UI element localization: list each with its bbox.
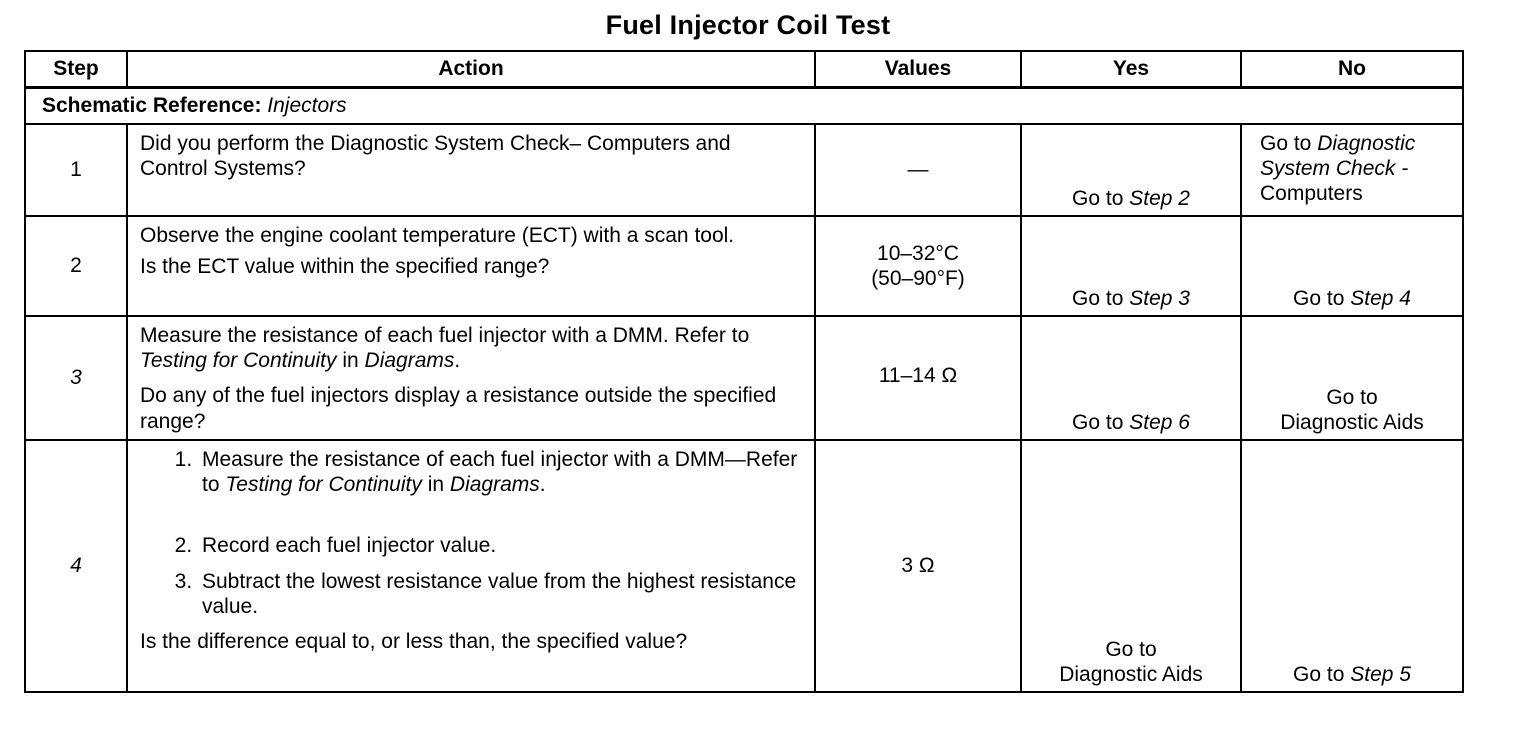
action-ref-diagrams: Diagrams	[364, 349, 455, 373]
table-row	[26, 441, 1462, 691]
action-ref-testing: Testing for Continuity	[140, 349, 337, 373]
action-cell	[128, 217, 816, 317]
action-cell	[128, 441, 816, 691]
no-ref: Step 5	[1350, 662, 1411, 686]
yes-cell	[1022, 125, 1242, 217]
table-row	[26, 125, 1462, 217]
no-suffix: Computers	[1260, 182, 1363, 206]
value-cell: 3 Ω	[816, 441, 1022, 691]
step-number: 2	[26, 217, 128, 317]
yes-ref: Step 6	[1129, 410, 1190, 434]
yes-line1: Go to	[1105, 637, 1157, 661]
substep-text: Measure the resistance of each fuel injector with a DMM—Refer to	[202, 448, 798, 497]
yes-ref: Step 3	[1129, 286, 1190, 310]
yes-cell	[1022, 441, 1242, 691]
no-prefix: Go to	[1293, 286, 1345, 310]
header-row	[26, 52, 1462, 89]
substep-text: in	[427, 473, 445, 497]
yes-line2: Diagnostic Aids	[1059, 662, 1203, 686]
table-row	[26, 217, 1462, 317]
step-number	[26, 317, 128, 441]
no-line1: Go to	[1326, 385, 1378, 409]
substep-ref-diagrams: Diagrams	[449, 473, 540, 497]
schematic-row	[26, 89, 1462, 125]
step-number-text: 4	[70, 554, 82, 578]
no-ref: Step 4	[1350, 286, 1411, 310]
action-cell	[128, 125, 816, 217]
action-text-a: Measure the resistance of each fuel injector with a DMM. Refer to	[140, 324, 750, 347]
action-text-c: in	[342, 349, 359, 373]
value-cell	[816, 217, 1022, 317]
no-prefix: Go to	[1260, 132, 1312, 155]
header-yes: Yes	[1022, 52, 1242, 89]
action-question: Is the ECT value within the specified range?	[140, 255, 550, 279]
no-cell	[1242, 317, 1462, 441]
action-cell	[128, 317, 816, 441]
value-celsius: 10–32°C	[877, 241, 959, 265]
header-values: Values	[816, 52, 1022, 89]
schematic-label: Schematic Reference:	[42, 94, 262, 118]
value-fahrenheit: (50–90°F)	[871, 267, 965, 290]
action-question: Is the difference equal to, or less than, the specified value?	[140, 629, 688, 653]
yes-cell	[1022, 317, 1242, 441]
step-number: 1	[26, 125, 128, 217]
yes-prefix: Go to	[1072, 410, 1124, 434]
value-cell: 11–14 Ω	[816, 317, 1022, 441]
diagnostic-table	[24, 50, 1464, 693]
action-text: Observe the engine coolant temperature (ECT) with a scan tool.	[140, 224, 735, 247]
substep-item: 3. Subtract the lowest resistance value from the highest resistance value.	[198, 569, 802, 619]
no-cell	[1242, 217, 1462, 317]
header-step: Step	[26, 52, 128, 89]
action-text-e: .	[454, 349, 461, 373]
schematic-value: Injectors	[267, 94, 347, 118]
no-cell	[1242, 441, 1462, 691]
header-action: Action	[128, 52, 816, 89]
yes-cell	[1022, 217, 1242, 317]
yes-prefix: Go to	[1072, 186, 1124, 210]
substep-item: 2. Record each fuel injector value.	[198, 533, 802, 558]
action-question: Do any of the fuel injectors display a resistance outside the specified range?	[140, 384, 777, 433]
no-ref: Diagnostic System Check -	[1260, 132, 1416, 181]
page-title: Fuel Injector Coil Test	[605, 10, 891, 40]
yes-ref: Step 2	[1129, 186, 1190, 210]
no-prefix: Go to	[1293, 662, 1345, 686]
schematic-reference	[26, 89, 1462, 125]
no-line2: Diagnostic Aids	[1280, 410, 1424, 434]
step-number-text: 3	[70, 366, 82, 390]
action-text	[140, 323, 802, 373]
value-cell: —	[816, 125, 1022, 217]
no-cell	[1242, 125, 1462, 217]
yes-prefix: Go to	[1072, 286, 1124, 310]
step-number	[26, 441, 128, 691]
substep-list	[140, 447, 802, 619]
action-text: Did you perform the Diagnostic System Check– Computers and Control Systems?	[140, 132, 731, 181]
substep-ref-testing: Testing for Continuity	[225, 473, 422, 497]
table-row	[26, 317, 1462, 441]
substep-item	[198, 447, 802, 497]
substep-text: .	[539, 473, 546, 497]
header-no: No	[1242, 52, 1462, 89]
